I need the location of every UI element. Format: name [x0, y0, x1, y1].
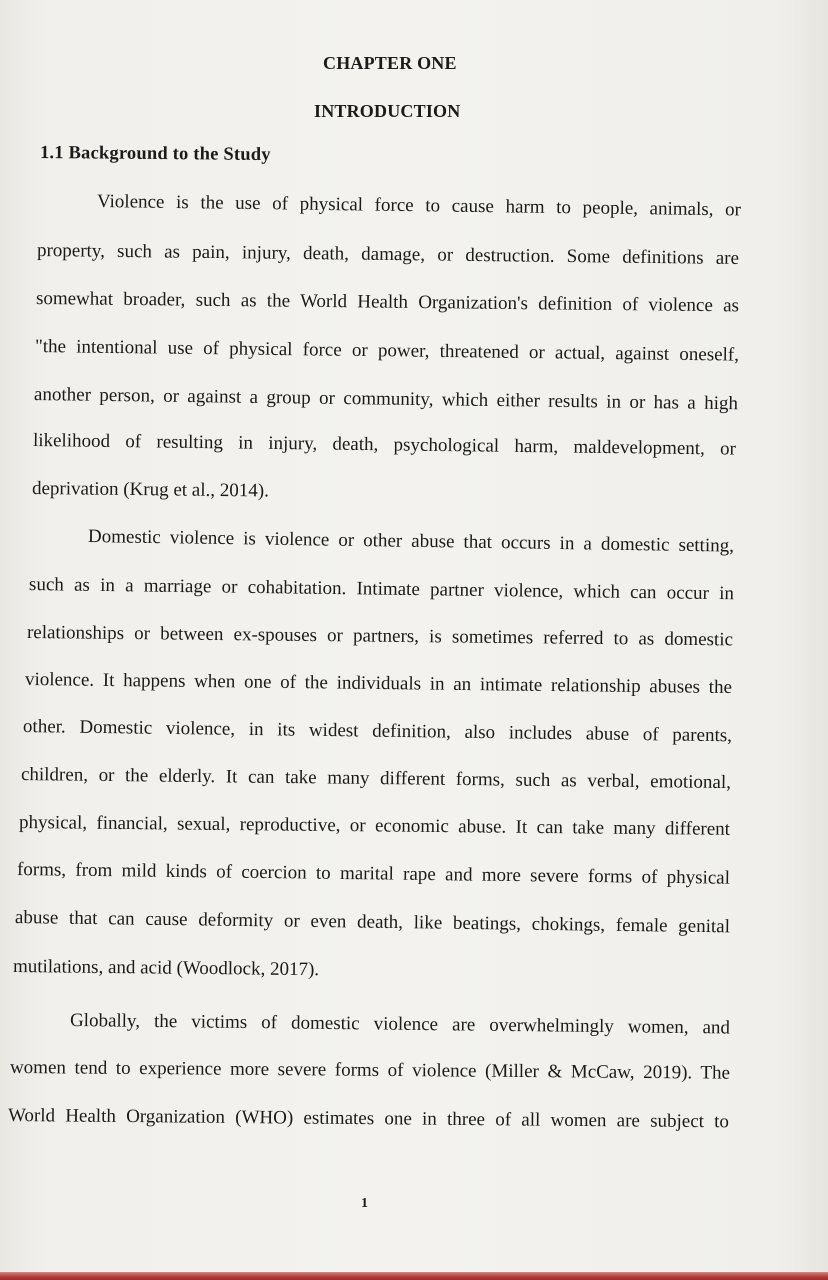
- chapter-heading: CHAPTER ONE: [323, 53, 457, 73]
- body-line: property, such as pain, injury, death, damage, or destruction. Some definitions are: [36, 240, 740, 269]
- body-line: Globally, the victims of domestic violence are overwhelmingly women, and: [69, 1010, 731, 1039]
- body-line: children, or the elderly. It can take many different forms, such as verbal, emotional,: [20, 764, 732, 794]
- body-line: deprivation (Krug et al., 2014).: [31, 478, 270, 502]
- body-line: physical, financial, sexual, reproductive, or economic abuse. It can take many different: [18, 812, 731, 840]
- page-number: 1: [361, 1196, 368, 1211]
- body-line: violence. It happens when one of the individuals in an intimate relationship abuses the: [24, 669, 733, 699]
- body-line: "the intentional use of physical force or power, threatened or actual, against oneself,: [34, 336, 740, 366]
- body-line: abuse that can cause deformity or even death, like beatings, chokings, female genital: [14, 907, 731, 938]
- body-line: another person, or against a group or community, which either results in or has a high: [33, 384, 739, 415]
- body-line: women tend to experience more severe forms of violence (Miller & McCaw, 2019). The: [9, 1057, 731, 1084]
- body-line: somewhat broader, such as the World Health Organization's definition of violence as: [35, 288, 740, 317]
- chapter-title: INTRODUCTION: [314, 101, 461, 121]
- body-line: forms, from mild kinds of coercion to marital rape and more severe forms of physical: [16, 859, 731, 889]
- section-heading: 1.1 Background to the Study: [39, 143, 271, 166]
- body-line: Domestic violence is violence or other abuse that occurs in a domestic setting,: [87, 526, 735, 557]
- body-line: mutilations, and acid (Woodlock, 2017).: [12, 956, 320, 981]
- body-line: World Health Organization (WHO) estimates one in three of all women are subject to: [7, 1105, 730, 1133]
- body-line: likelihood of resulting in injury, death, psychological harm, maldevelopment, or: [32, 430, 737, 460]
- red-bottom-edge: [0, 1272, 828, 1280]
- body-line: relationships or between ex-spouses or partners, is sometimes referred to as domestic: [26, 622, 734, 651]
- body-line: such as in a marriage or cohabitation. Intimate partner violence, which can occur in: [28, 574, 735, 605]
- body-line: Violence is the use of physical force to cause harm to people, animals, or: [96, 191, 742, 221]
- body-line: other. Domestic violence, in its widest definition, also includes abuse of parents,: [22, 716, 733, 747]
